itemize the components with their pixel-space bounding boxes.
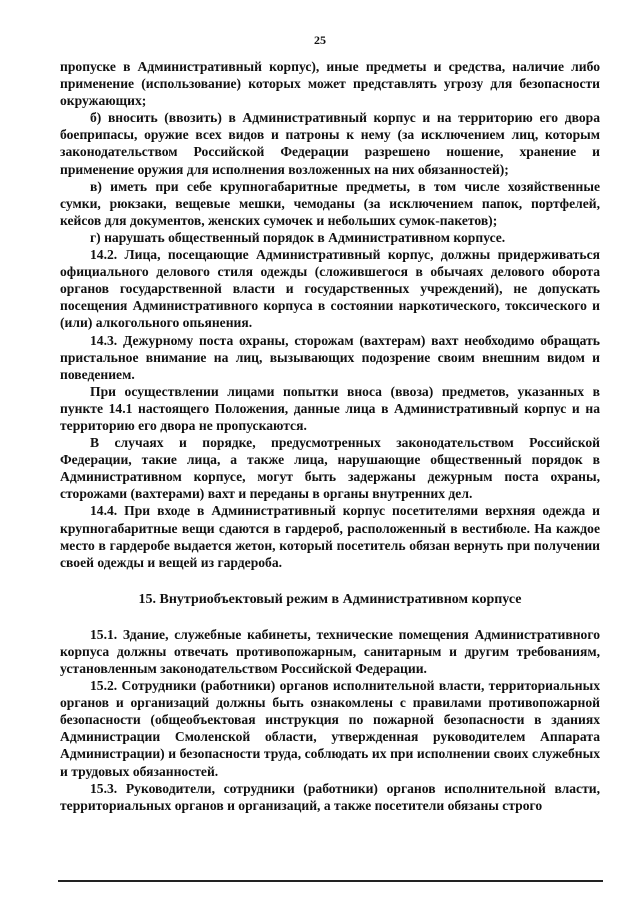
paragraph-14-3-detention: В случаях и порядке, предусмотренных законодательством Российской Федерации, такие лица, а также лица, нарушающие общественный порядок в Административном корпусе, могут быть задержаны дежурным поста охраны, сторожами (вахтерами) вахт и переданы в органы внутренних дел.: [60, 435, 600, 502]
paragraph-15-3: 15.3. Руководители, сотрудники (работники) органов исполнительной власти, территориальных органов и организаций, а также посетители обязаны строго: [60, 780, 600, 813]
page-number: 25: [314, 33, 326, 47]
paragraph-14-4: 14.4. При входе в Административный корпус посетителями верхняя одежда и крупногабаритные вещи сдаются в гардероб, расположенный в вестибюле. На каждое место в гардеробе выдается жетон, который посетитель обязан вернуть при получении своей одежды и вещей из гардероба.: [60, 503, 600, 570]
paragraph-14-3-entry: При осуществлении лицами попытки вноса (ввоза) предметов, указанных в пункте 14.1 настоящего Положения, данные лица в Административный корпус и на территорию его двора не пропускаются.: [60, 383, 600, 433]
paragraph-15-2: 15.2. Сотрудники (работники) органов исполнительной власти, территориальных органов и организаций должны быть ознакомлены с правилами противопожарной безопасности (общеобъектовая инструкция по пожарной безопасности в зданиях Администрации Смоленской области, утвержденная руководителем Аппарата Администрации) и безопасности труда, соблюдать их при исполнении своих служебных и трудовых обязанностей.: [60, 678, 600, 779]
paragraph-15-1: 15.1. Здание, служебные кабинеты, технические помещения Административного корпуса должны отвечать противопожарным, санитарным и другим требованиям, установленным законодательством Российской Федерации.: [60, 626, 600, 676]
bottom-rule: [58, 880, 603, 882]
paragraph-item-b: б) вносить (ввозить) в Административный корпус и на территорию его двора боеприпасы, оружие всех видов и патроны к нему (за исключением лиц, которым законодательством Российской Федерации разрешено ношение, хранение и применение оружия для исполнения возложенных на них обязанностей);: [60, 110, 600, 177]
paragraph-continuation: пропуске в Административный корпус), иные предметы и средства, наличие либо применение (использование) которых может представлять угрозу для безопасности окружающих;: [60, 59, 600, 109]
paragraph-item-g: г) нарушать общественный порядок в Административном корпусе.: [90, 229, 506, 245]
paragraph-14-2: 14.2. Лица, посещающие Административный корпус, должны придерживаться официального делового стиля одежды (сложившегося в обычаях делового оборота органов государственной власти и государственных учреждений), не допускать посещения Административного корпуса в состоянии наркотического, токсического и (или) алкогольного опьянения.: [60, 247, 600, 331]
paragraph-14-3: 14.3. Дежурному поста охраны, сторожам (вахтерам) вахт необходимо обращать пристальное внимание на лиц, вызывающих подозрение своим внешним видом и поведением.: [60, 332, 600, 382]
section-heading: 15. Внутриобъектовый режим в Административном корпусе: [138, 591, 522, 607]
document-body: [60, 58, 600, 814]
paragraph-item-v: в) иметь при себе крупногабаритные предметы, в том числе хозяйственные сумки, рюкзаки, вещевые мешки, чемоданы (за исключением папок, портфелей, кейсов для документов, женских сумочек и небольших сумок-пакетов);: [60, 178, 600, 228]
